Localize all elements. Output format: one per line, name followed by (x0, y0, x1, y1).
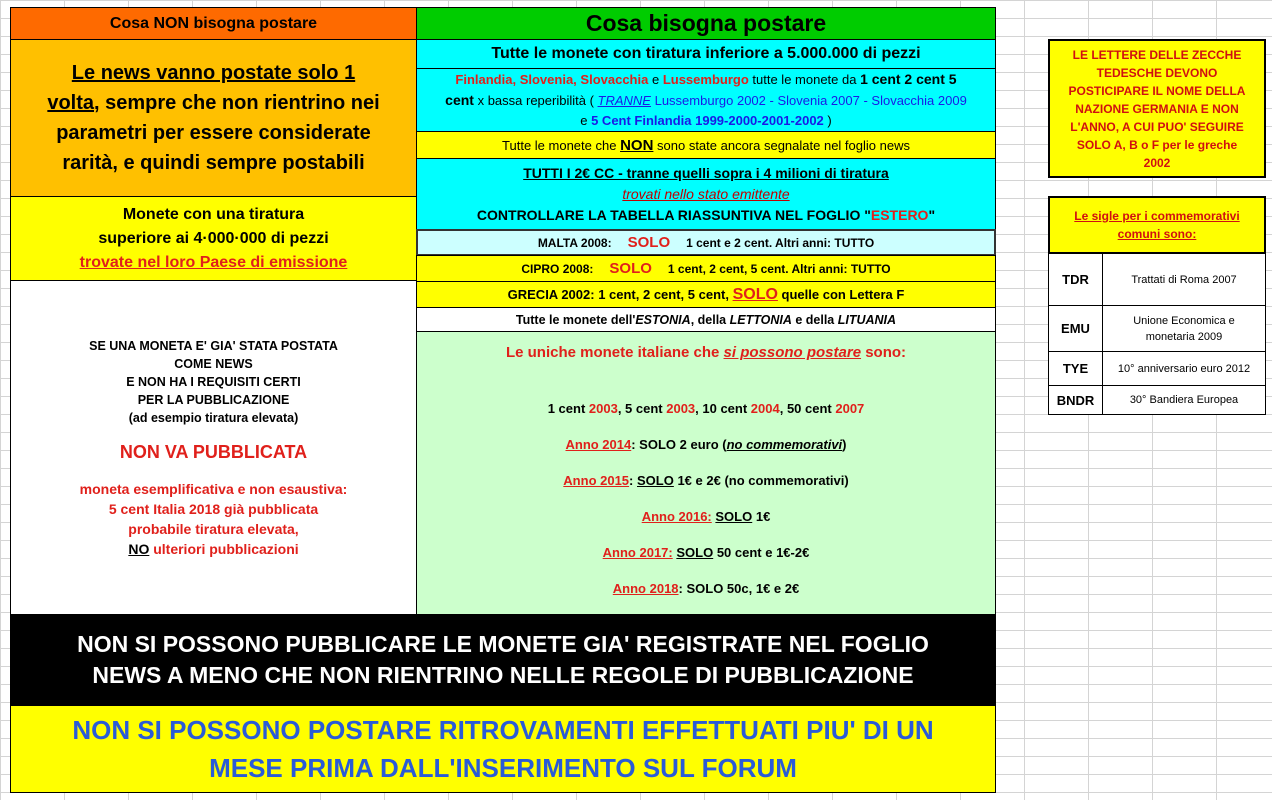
tiratura-line-2: superiore ai 4·000·000 di pezzi (98, 229, 329, 247)
sigle-header[interactable] (1048, 196, 1266, 254)
r1-text: Tutte le monete con tiratura inferiore a 5.000.000 di pezzi (491, 45, 921, 62)
note-line-6: SOLO A, B o F per le greche (1076, 137, 1238, 152)
banner-yellow-line-1: NON SI POSSONO POSTARE RITROVAMENTI EFFETTUATI PIU' DI UN (72, 715, 934, 745)
sigle-code-tdr[interactable] (1048, 253, 1103, 306)
italy-2014 (565, 437, 846, 453)
banner-black-line-1: NON SI POSSONO PUBBLICARE LE MONETE GIA' REGISTRATE NEL FOGLIO (77, 631, 929, 657)
baltic-a: Tutte le monete dell' (515, 312, 636, 327)
r2-t1: tutte le monete da (748, 72, 861, 87)
sigle-code-text: TYE (1062, 361, 1089, 376)
malta-solo: SOLO (627, 234, 671, 251)
tiratura-line-3: trovate nel loro Paese di emissione (79, 253, 348, 271)
grecia-line (508, 286, 905, 304)
italy-y2: 2003 (666, 401, 696, 416)
italy-2014-year: Anno 2014 (565, 437, 632, 452)
example-rest: ulteriori pubblicazioni (149, 540, 299, 557)
sigle-code-text: TDR (1062, 272, 1089, 287)
malta-a: MALTA 2008: (537, 236, 612, 250)
sigle-desc-text: 30° Bandiera Europea (1129, 394, 1239, 406)
r2-t3: Lussemburgo 2002 - Slovenia 2007 - Slovacchia 2009 (650, 93, 967, 108)
sigle-desc-emu[interactable] (1102, 305, 1266, 352)
baltic-lituania: LITUANIA (837, 312, 897, 327)
note-line-5: L'ANNO, A CUI PUO' SEGUIRE (1070, 119, 1244, 134)
r3-b: sono state ancora segnalate nel foglio news (653, 137, 910, 153)
header-cosa-non-postare[interactable] (10, 7, 417, 40)
baltic-lettonia: LETTONIA (729, 312, 792, 327)
cipro-a: CIPRO 2008: (521, 262, 594, 276)
italy-2018-year: Anno 2018 (612, 581, 679, 596)
italy-2014-c: ) (842, 437, 847, 452)
news-line-1-text: Le news vanno postate solo 1 (71, 62, 356, 84)
italy-2015 (563, 473, 848, 489)
header-left-text: Cosa NON bisogna postare (109, 14, 318, 32)
malta-b: 1 cent e 2 cent. Altri anni: TUTTO (686, 236, 875, 250)
baltic-estonia: ESTONIA (635, 312, 691, 327)
banner-black-line-2: NEWS A MENO CHE NON RIENTRINO NELLE REGOLE DI PUBBLICAZIONE (92, 662, 914, 688)
italy-title-b: si possono postare (723, 344, 862, 361)
cipro-b: 1 cent, 2 cent, 5 cent. Altri anni: TUTTO (667, 262, 891, 276)
cipro-line (521, 260, 890, 277)
r2-slovenia: Slovenia (519, 72, 574, 87)
r2-line-3 (580, 111, 831, 131)
bassa-reperibilita-cell[interactable] (416, 68, 996, 132)
r4-l3a: CONTROLLARE LA TABELLA RIASSUNTIVA NEL FOGLIO " (476, 206, 871, 223)
white-line-3: E NON HA I REQUISITI CERTI (126, 374, 301, 389)
white-line-4: PER LA PUBBLICAZIONE (137, 392, 290, 407)
r3-line (502, 137, 910, 154)
white-line-5: (ad esempio tiratura elevata) (128, 410, 299, 425)
example-line-1: moneta esemplificativa e non esaustiva: (79, 480, 348, 497)
italy-y3: 2004 (750, 401, 780, 416)
sigle-desc-tdr[interactable] (1102, 253, 1266, 306)
news-line-2-rest: sempre che non rientrino nei (99, 92, 380, 114)
r2-line-2 (445, 90, 967, 111)
example-line-4 (128, 539, 298, 559)
r2-sep-1: , (512, 72, 520, 87)
example-line-3: probabile tiratura elevata, (128, 520, 299, 537)
grecia-2002-cell[interactable] (416, 281, 996, 308)
r2-tranne: TRANNE (597, 93, 651, 108)
italy-coins-cell[interactable] (416, 331, 996, 615)
italy-2015-solo: SOLO (637, 473, 674, 488)
italy-c3: , 10 cent (695, 401, 751, 416)
sigle-header-line-2: comuni sono: (1117, 227, 1197, 241)
r3-non: NON (620, 136, 654, 154)
news-rule-cell[interactable] (10, 39, 417, 197)
sigle-code-emu[interactable] (1048, 305, 1103, 352)
grecia-a: GRECIA 2002: 1 cent, 2 cent, 5 cent, (507, 286, 733, 302)
tiratura-rule-cell[interactable] (10, 196, 417, 281)
r2-finlandia: Finlandia (455, 72, 513, 87)
italy-2014-a: : SOLO 2 euro ( (631, 437, 727, 452)
example-no: NO (128, 540, 150, 557)
italy-2018-a: : SOLO 50c, 1€ e 2€ (678, 581, 800, 596)
italy-c4: , 50 cent (779, 401, 836, 416)
baltic-line (516, 313, 896, 327)
sigle-code-bndr[interactable] (1048, 385, 1103, 415)
note-line-3: POSTICIPARE IL NOME DELLA (1068, 83, 1246, 98)
banner-yellow-line-2: MESE PRIMA DALL'INSERIMENTO SUL FORUM (209, 753, 797, 783)
baltic-states-cell[interactable] (416, 307, 996, 332)
news-line-1 (72, 58, 355, 88)
sigle-code-text: EMU (1061, 321, 1090, 336)
r2-sep-3: e (648, 72, 663, 87)
sigle-code-text: BNDR (1056, 392, 1095, 408)
commemorativi-2e-cell[interactable] (416, 158, 996, 230)
note-line-2: TEDESCHE DEVONO (1096, 65, 1218, 80)
baltic-b: , della (690, 312, 730, 327)
tiratura-line-1: Monete con una tiratura (122, 205, 305, 223)
cipro-solo: SOLO (609, 260, 652, 277)
non-segnalate-cell[interactable] (416, 131, 996, 159)
banner-yellow[interactable] (10, 705, 996, 793)
note-line-4: NAZIONE GERMANIA E NON (1075, 101, 1239, 116)
sigle-desc-text: Unione Economica e monetaria 2009 (1133, 314, 1235, 343)
italy-2016-year: Anno 2016: (641, 509, 712, 524)
news-line-2 (47, 88, 379, 118)
r4-l3c: " (928, 206, 936, 223)
r4-line-2: trovati nello stato emittente (622, 185, 790, 202)
italy-2017-b: 50 cent e 1€-2€ (713, 545, 810, 560)
r2-line-1 (455, 69, 956, 90)
r3-a: Tutte le monete che (502, 137, 621, 153)
sigle-desc-tye[interactable] (1102, 351, 1266, 386)
r2-slovacchia: Slovacchia (580, 72, 649, 87)
note-line-7: 2002 (1143, 155, 1171, 170)
note-line-1: LE LETTERE DELLE ZECCHE (1072, 47, 1242, 62)
example-line-2: 5 cent Italia 2018 già pubblicata (108, 500, 319, 517)
malta-line (538, 234, 874, 251)
sigle-desc-text: Trattati di Roma 2007 (1131, 273, 1237, 286)
italy-2017-year: Anno 2017: (602, 545, 673, 560)
italy-title (506, 345, 906, 361)
italy-y1: 2003 (588, 401, 618, 416)
baltic-c: e della (791, 312, 838, 327)
r4-estero: ESTERO (870, 206, 929, 223)
italy-coins (548, 401, 865, 417)
zecche-tedesche-note[interactable] (1048, 39, 1266, 178)
r2-t6: ) (823, 113, 832, 128)
italy-2015-year: Anno 2015 (563, 473, 630, 488)
tiratura-inferiore-cell[interactable] (416, 39, 996, 69)
r4-line-3 (477, 205, 935, 226)
italy-2016 (642, 509, 771, 525)
italy-2018 (613, 581, 799, 597)
white-line-1: SE UNA MONETA E' GIA' STATA POSTATA (89, 338, 338, 353)
italy-2016-b: 1€ (752, 509, 771, 524)
italy-2014-b: no commemorativi (726, 437, 843, 452)
malta-2008-cell[interactable] (416, 229, 996, 256)
header-cosa-postare[interactable] (416, 7, 996, 40)
r2-lussemburgo: Lussemburgo (662, 72, 749, 87)
italy-2017-solo: SOLO (676, 545, 714, 560)
r4-line-1: TUTTI I 2€ CC - tranne quelli sopra i 4 milioni di tiratura (523, 164, 889, 181)
italy-2015-b: 1€ e 2€ (no commemorativi) (673, 473, 849, 488)
italy-y4: 2007 (835, 401, 865, 416)
header-right-text: Cosa bisogna postare (585, 10, 827, 36)
r2-sep-2: , (573, 72, 581, 87)
news-line-2-volta: volta, (47, 92, 100, 114)
italy-2016-solo: SOLO (715, 509, 753, 524)
grecia-solo: SOLO (732, 285, 778, 303)
r2-t5: 5 Cent Finlandia 1999-2000-2001-2002 (591, 113, 824, 128)
sigle-header-line-1: Le sigle per i commemorativi (1074, 209, 1240, 223)
r2-t2: x bassa reperibilità ( (473, 93, 598, 108)
r2-t4: e (580, 113, 592, 128)
news-line-3: parametri per essere considerate (56, 122, 371, 144)
banner-black[interactable] (10, 614, 996, 706)
sigle-code-tye[interactable] (1048, 351, 1103, 386)
white-line-2: COME NEWS (174, 356, 253, 371)
cipro-2008-cell[interactable] (416, 255, 996, 282)
news-line-4: rarità, e quindi sempre postabili (62, 152, 365, 174)
already-posted-cell[interactable] (10, 280, 417, 615)
italy-title-a: Le uniche monete italiane che (505, 344, 724, 361)
r2-b2: cent (445, 92, 474, 108)
sigle-desc-text: 10° anniversario euro 2012 (1117, 362, 1251, 375)
italy-c1: 1 cent (547, 401, 589, 416)
sigle-desc-bndr[interactable] (1102, 385, 1266, 415)
italy-c2: , 5 cent (617, 401, 667, 416)
non-va-pubblicata: NON VA PUBBLICATA (119, 441, 308, 462)
grecia-b: quelle con Lettera F (777, 286, 905, 302)
italy-2015-a: : (629, 473, 637, 488)
italy-2017 (603, 545, 810, 561)
r2-b1: 1 cent 2 cent 5 (860, 71, 957, 87)
italy-title-c: sono: (861, 344, 907, 361)
